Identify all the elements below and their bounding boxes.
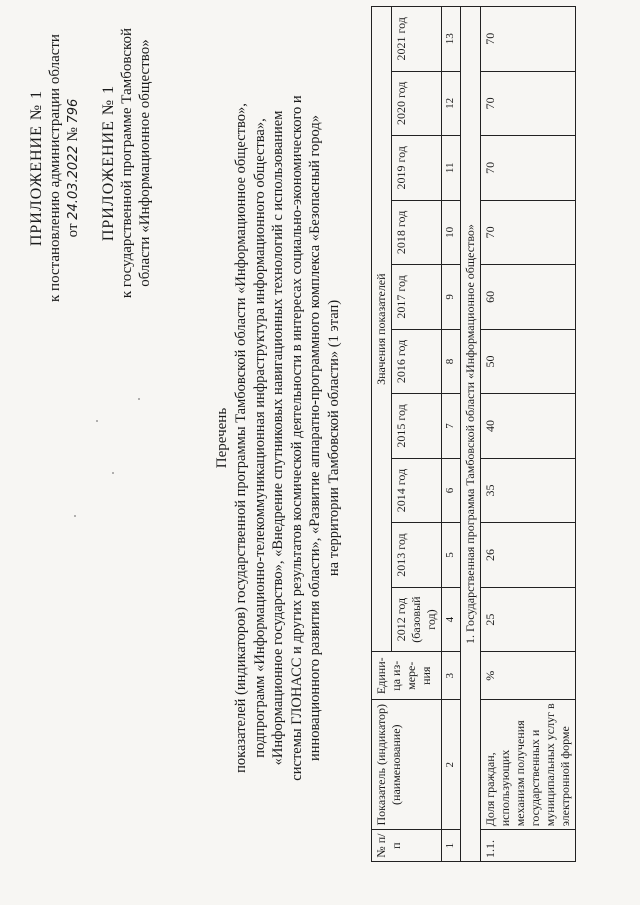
values-header: Значения показателей xyxy=(372,7,392,652)
col-name-header: Показатель (индикатор) (наименование) xyxy=(372,700,442,830)
year-header: 2020 год xyxy=(392,71,442,136)
appendix-program-title: ПРИЛОЖЕНИЕ № 1 xyxy=(100,84,117,242)
appendix-decree-line: к постановлению администрации области xyxy=(46,34,63,302)
title-line: системы ГЛОНАСС и других результатов космической деятельности в интересах социально-экономического и xyxy=(288,95,305,781)
column-number: 8 xyxy=(442,329,461,394)
value-cell: 70 xyxy=(481,71,576,136)
scan-speck xyxy=(74,515,76,517)
value-cell: 26 xyxy=(481,523,576,588)
year-header: 2018 год xyxy=(392,200,442,265)
document-title xyxy=(213,18,343,858)
section-row xyxy=(461,7,481,862)
column-number: 2 xyxy=(442,700,461,830)
column-number: 6 xyxy=(442,458,461,523)
year-header: 2019 год xyxy=(392,136,442,201)
column-number: 7 xyxy=(442,394,461,459)
value-cell: 40 xyxy=(481,394,576,459)
appendix-program-line1: к государственной программе Тамбовской xyxy=(118,27,135,299)
indicator-unit: % xyxy=(481,652,576,700)
appendix-program-line2: области «Информационное общество» xyxy=(136,39,153,287)
scanned-page xyxy=(18,0,618,878)
title-line: инновационного развития области», «Развитие аппаратно-программного комплекса «Безопасный город» xyxy=(307,114,324,762)
value-cell: 70 xyxy=(481,7,576,72)
value-cell: 70 xyxy=(481,136,576,201)
year-header: 2012 год (базовый год) xyxy=(392,587,442,652)
table-row xyxy=(481,7,576,862)
year-header: 2013 год xyxy=(392,523,442,588)
column-number: 3 xyxy=(442,652,461,700)
appendix-decree-block xyxy=(28,18,82,318)
handwritten-number: 796 xyxy=(65,98,81,124)
column-number: 11 xyxy=(442,136,461,201)
handwritten-date: 24.03.2022 xyxy=(65,145,81,220)
col-number-header: № п/п xyxy=(372,830,442,862)
indicator-name: Доля граждан, использующих механизм получения государственных и муниципальных услуг в электронной форме xyxy=(481,700,576,830)
column-number: 10 xyxy=(442,200,461,265)
table-header-row xyxy=(372,7,392,862)
appendix-program-block xyxy=(100,8,154,318)
column-number: 9 xyxy=(442,265,461,330)
value-cell: 60 xyxy=(481,265,576,330)
indicators-table xyxy=(371,6,576,862)
appendix-date-line xyxy=(65,18,83,318)
column-number: 1 xyxy=(442,830,461,862)
value-cell: 35 xyxy=(481,458,576,523)
column-number: 13 xyxy=(442,7,461,72)
value-cell: 70 xyxy=(481,200,576,265)
column-numbers-row xyxy=(442,7,461,862)
number-prefix: № xyxy=(64,127,81,142)
year-header: 2016 год xyxy=(392,329,442,394)
title-line: на территории Тамбовской области» (1 этап) xyxy=(325,299,342,577)
value-cell: 50 xyxy=(481,329,576,394)
scan-speck xyxy=(96,420,98,422)
title-line: «Информационное государство», «Внедрение спутниковых навигационных технологий с использованием xyxy=(270,110,287,766)
appendix-title: ПРИЛОЖЕНИЕ № 1 xyxy=(28,89,45,247)
title-line: показателей (индикаторов) государственной программы Тамбовской области «Информационное общество», xyxy=(233,103,250,773)
row-number: 1.1. xyxy=(481,830,576,862)
value-cell: 25 xyxy=(481,587,576,652)
column-number: 4 xyxy=(442,587,461,652)
year-header: 2015 год xyxy=(392,394,442,459)
date-prefix: от xyxy=(64,223,81,238)
column-number: 5 xyxy=(442,523,461,588)
section-title: 1. Государственная программа Тамбовской области «Информационное общество» xyxy=(461,7,481,862)
title-line: подпрограмм «Информационно-телекоммуникационная инфраструктура информационного общества», xyxy=(251,118,268,758)
scan-speck xyxy=(138,398,140,400)
col-unit-header: Едини-ца из-мере-ния xyxy=(372,652,442,700)
column-number: 12 xyxy=(442,71,461,136)
year-header: 2014 год xyxy=(392,458,442,523)
year-header: 2017 год xyxy=(392,265,442,330)
scan-speck xyxy=(112,472,114,474)
year-header: 2021 год xyxy=(392,7,442,72)
title-heading: Перечень xyxy=(214,407,230,469)
